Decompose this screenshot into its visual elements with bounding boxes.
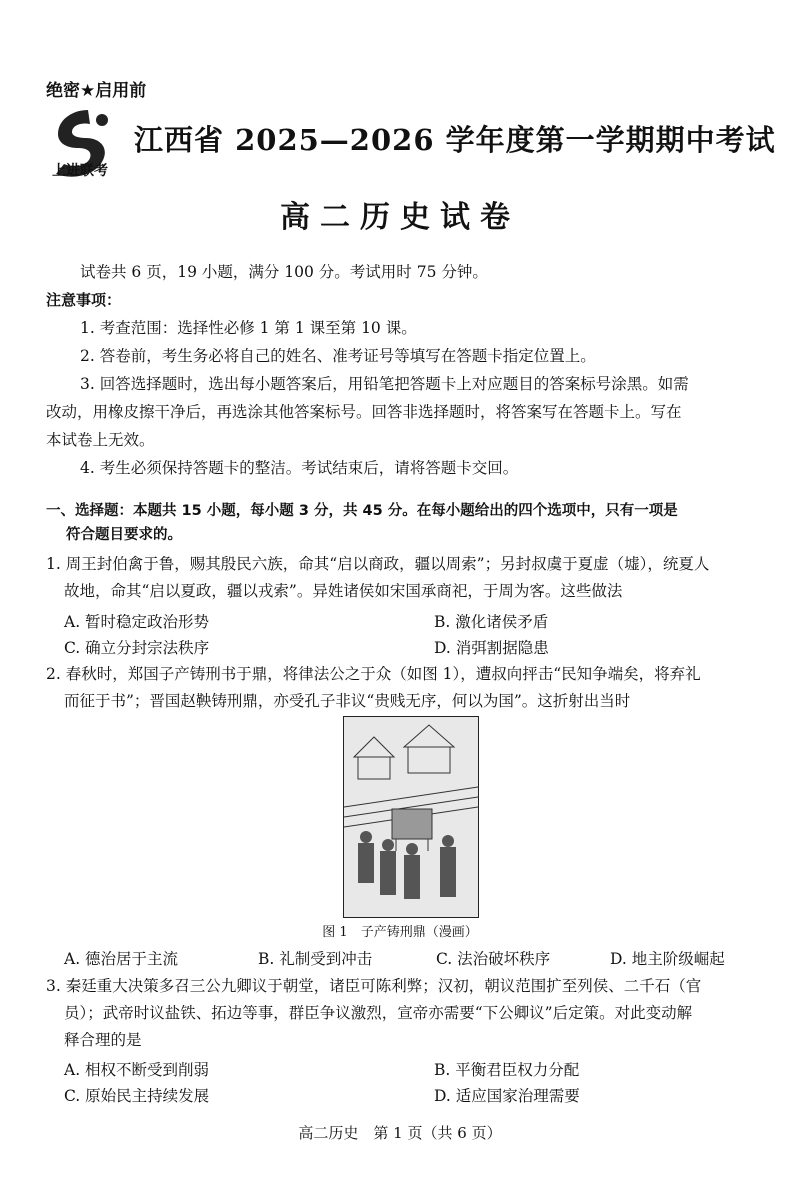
- question-1-text: 故地，命其“启以夏政，疆以戎索”。异姓诸侯如宋国承商祀，于周为客。这些做法: [64, 582, 623, 600]
- note-item: 4. 考生必须保持答题卡的整洁。考试结束后，请将答题卡交回。: [80, 459, 519, 477]
- question-3-text: 释合理的是: [64, 1031, 142, 1049]
- section-heading-cont: 符合题目要求的。: [66, 527, 182, 543]
- question-3-option-d: D. 适应国家治理需要: [434, 1087, 580, 1105]
- question-1-option-a: A. 暂时稳定政治形势: [64, 613, 210, 631]
- question-3-text: 3. 秦廷重大决策多召三公九卿议于朝堂，诸臣可陈利弊；汉初，朝议范围扩至列侯、二千石（官: [46, 977, 702, 995]
- question-2-text: 2. 春秋时，郑国子产铸刑书于鼎，将律法公之于众（如图 1），遭叔向抨击“民知争端矣，将弃礼: [46, 665, 701, 683]
- question-1-option-c: C. 确立分封宗法秩序: [64, 639, 210, 657]
- exam-intro: 试卷共 6 页，19 小题，满分 100 分。考试用时 75 分钟。: [80, 263, 488, 281]
- notes-heading: 注意事项：: [46, 291, 122, 309]
- note-item: 3. 回答选择题时，选出每小题答案后，用铅笔把答题卡上对应题目的答案标号涂黑。如需: [80, 375, 689, 393]
- confidential-mark: 绝密★启用前: [46, 81, 147, 101]
- logo-label: 上进联考: [52, 163, 108, 179]
- paper-title: 高二历史试卷: [280, 200, 520, 235]
- page-footer: 高二历史 第 1 页（共 6 页）: [298, 1124, 502, 1142]
- question-1-option-b: B. 激化诸侯矛盾: [434, 613, 549, 631]
- figure-1-illustration: [343, 716, 479, 918]
- note-item: 1. 考查范围：选择性必修 1 第 1 课至第 10 课。: [80, 319, 417, 337]
- question-1-option-d: D. 消弭割据隐患: [434, 639, 549, 657]
- figure-1-caption: 图 1 子产铸刑鼎（漫画）: [322, 925, 478, 940]
- question-3-option-c: C. 原始民主持续发展: [64, 1087, 210, 1105]
- question-3-option-b: B. 平衡君臣权力分配: [434, 1061, 580, 1079]
- question-2-option-a: A. 德治居于主流: [64, 950, 179, 968]
- question-1-text: 1. 周王封伯禽于鲁，赐其殷民六族，命其“启以商政，疆以周索”；另封叔虞于夏虚（墟），统夏人: [46, 555, 710, 573]
- question-3-option-a: A. 相权不断受到削弱: [64, 1061, 210, 1079]
- question-2-text: 而征于书”；晋国赵鞅铸刑鼎，亦受孔子非议“贵贱无序，何以为国”。这折射出当时: [64, 692, 631, 710]
- exam-title: 江西省 2025—2026 学年度第一学期期中考试: [134, 123, 776, 157]
- question-3-text: 员）；武帝时议盐铁、拓边等事，群臣争议激烈，宣帝亦需要“下公卿议”后定策。对此变动解: [64, 1004, 693, 1022]
- note-item: 改动，用橡皮擦干净后，再选涂其他答案标号。回答非选择题时，将答案写在答题卡上。写在: [46, 403, 682, 421]
- section-heading: 一、选择题：本题共 15 小题，每小题 3 分，共 45 分。在每小题给出的四个选项中，只有一项是: [46, 503, 678, 519]
- question-2-option-d: D. 地主阶级崛起: [610, 950, 725, 968]
- comic-illustration-icon: [344, 717, 478, 917]
- note-item: 2. 答卷前，考生务必将自己的姓名、准考证号等填写在答题卡指定位置上。: [80, 347, 596, 365]
- question-2-option-b: B. 礼制受到冲击: [258, 950, 373, 968]
- question-2-option-c: C. 法治破坏秩序: [436, 950, 551, 968]
- note-item: 本试卷上无效。: [46, 431, 155, 449]
